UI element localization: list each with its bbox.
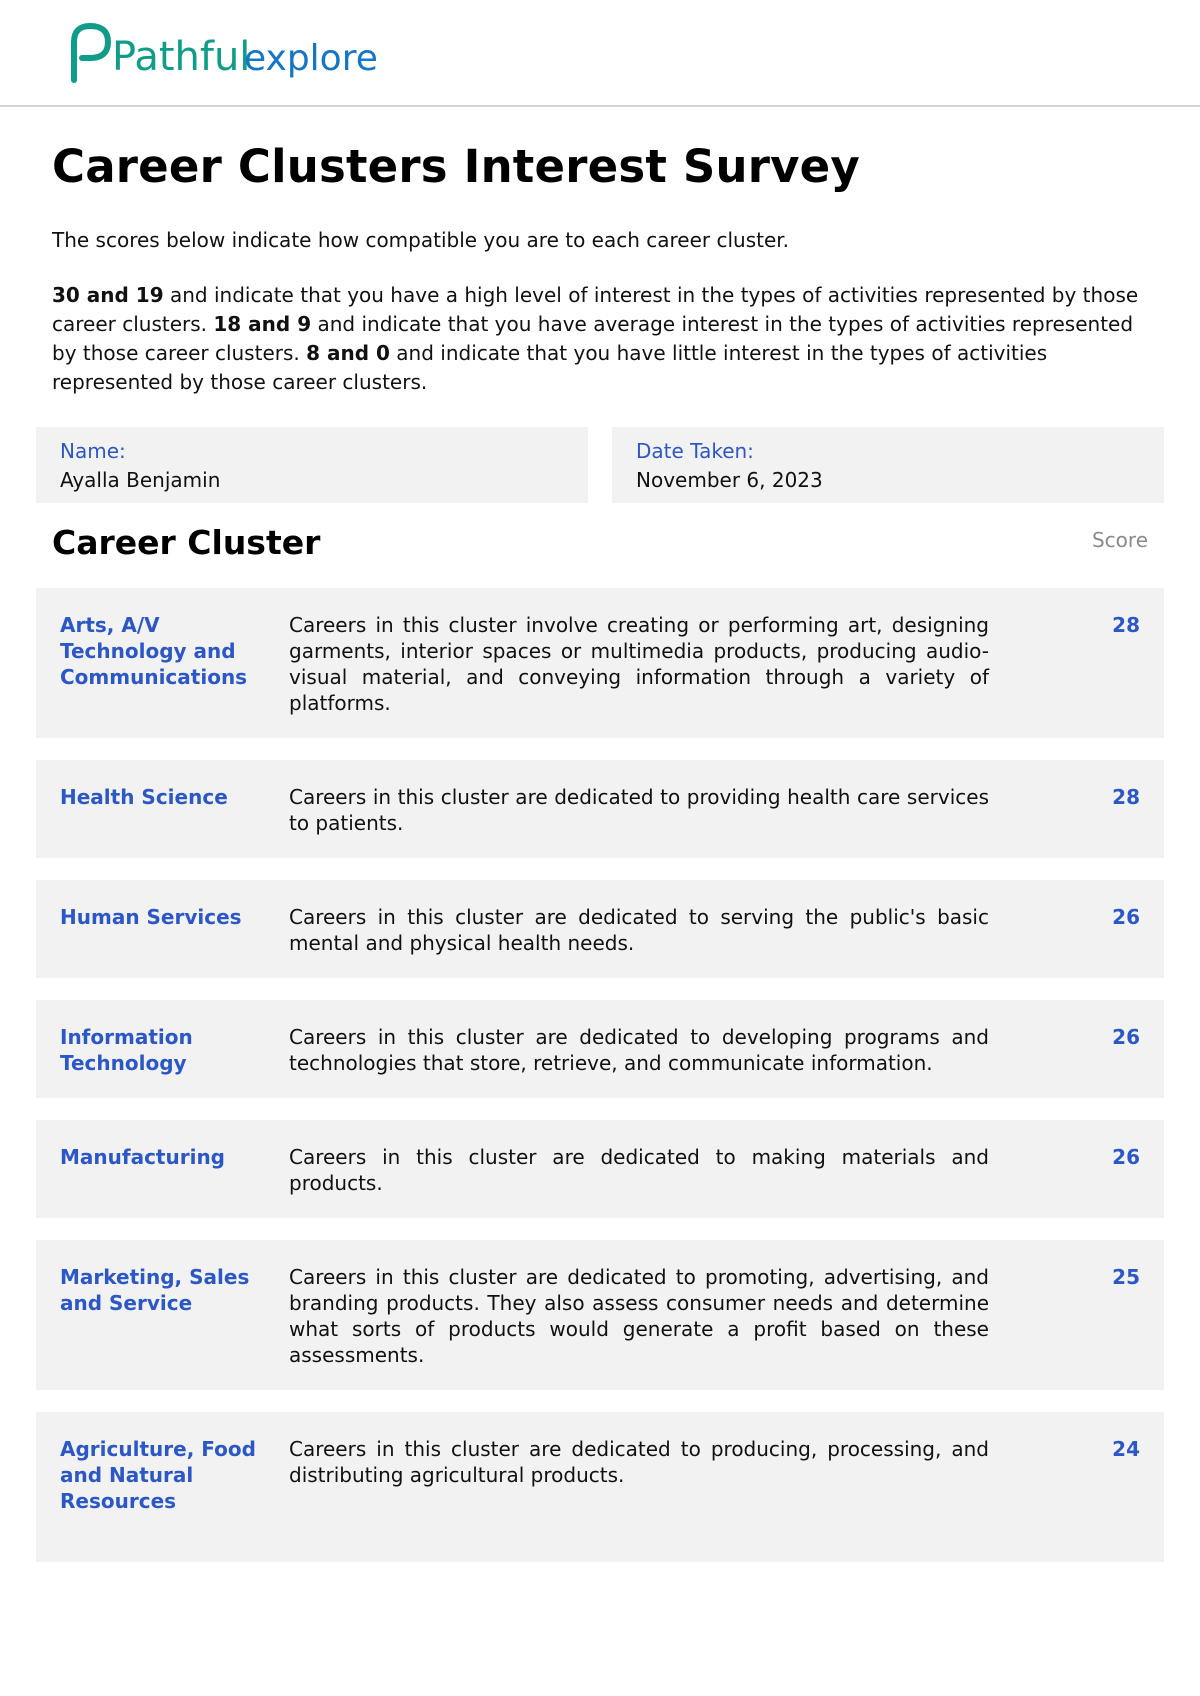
cluster-row bbox=[36, 880, 1164, 978]
cluster-description: Careers in this cluster are dedicated to serving the public's basic mental and physical health needs. bbox=[289, 905, 989, 955]
cluster-name: Marketing, Sales and Service bbox=[60, 1265, 250, 1315]
cluster-row bbox=[36, 1412, 1164, 1562]
cluster-score: 26 bbox=[1112, 1145, 1140, 1169]
cluster-description: Careers in this cluster are dedicated to promoting, advertising, and branding products. They also assess consumer needs and determine what sorts of products would generate a profit based on these assessments. bbox=[289, 1265, 989, 1367]
page-header bbox=[0, 0, 1200, 107]
cluster-description: Careers in this cluster are dedicated to providing health care services to patients. bbox=[289, 785, 989, 835]
legend-high-text: and indicate that you have a high level of interest in the types of activities represented by those career clusters. bbox=[52, 283, 1139, 336]
pathful-explore-logo bbox=[68, 14, 388, 94]
cluster-row bbox=[36, 760, 1164, 858]
logo-text-primary: Pathful bbox=[112, 34, 251, 80]
cluster-name: Arts, A/V Technology and Communications bbox=[60, 613, 248, 689]
date-box bbox=[612, 427, 1164, 503]
cluster-name: Health Science bbox=[60, 785, 228, 809]
name-label: Name: bbox=[60, 439, 126, 463]
name-box bbox=[36, 427, 588, 503]
legend-low-range: 8 and 0 bbox=[306, 341, 390, 365]
cluster-description: Careers in this cluster are dedicated to making materials and products. bbox=[289, 1145, 989, 1195]
cluster-name: Agriculture, Food and Natural Resources bbox=[60, 1437, 256, 1513]
cluster-name: Human Services bbox=[60, 905, 242, 929]
cluster-score: 26 bbox=[1112, 1025, 1140, 1049]
cluster-description: Careers in this cluster are dedicated to developing programs and technologies that store, retrieve, and communicate information. bbox=[289, 1025, 989, 1075]
score-legend bbox=[52, 281, 1152, 397]
pathful-logo-icon bbox=[68, 14, 388, 94]
cluster-row bbox=[36, 1000, 1164, 1098]
cluster-name: Manufacturing bbox=[60, 1145, 225, 1169]
legend-average-range: 18 and 9 bbox=[213, 312, 312, 336]
legend-low-text: and indicate that you have little interest in the types of activities represented by those career clusters. bbox=[52, 341, 1048, 394]
score-column-header: Score bbox=[1091, 528, 1148, 552]
cluster-row bbox=[36, 1120, 1164, 1218]
cluster-score: 26 bbox=[1112, 905, 1140, 929]
cluster-score: 25 bbox=[1112, 1265, 1140, 1289]
date-value: November 6, 2023 bbox=[636, 468, 823, 492]
cluster-name: Information Technology bbox=[60, 1025, 193, 1075]
cluster-row bbox=[36, 588, 1164, 738]
cluster-description: Careers in this cluster involve creating or performing art, designing garments, interior spaces or multimedia products, producing audio-visual material, and conveying information through a variety of platforms. bbox=[289, 613, 989, 715]
date-label: Date Taken: bbox=[636, 439, 754, 463]
intro-text: The scores below indicate how compatible you are to each career cluster. bbox=[52, 228, 790, 252]
cluster-score: 28 bbox=[1112, 613, 1140, 637]
cluster-score: 24 bbox=[1112, 1437, 1140, 1461]
cluster-row bbox=[36, 1240, 1164, 1390]
cluster-score: 28 bbox=[1112, 785, 1140, 809]
cluster-description: Careers in this cluster are dedicated to producing, processing, and distributing agricultural products. bbox=[289, 1437, 989, 1487]
name-value: Ayalla Benjamin bbox=[60, 468, 221, 492]
career-cluster-heading: Career Cluster bbox=[52, 523, 321, 562]
page-title: Career Clusters Interest Survey bbox=[52, 140, 860, 193]
logo-text-secondary: explore bbox=[244, 38, 378, 79]
legend-average-text: and indicate that you have average interest in the types of activities represented by those career clusters. bbox=[52, 312, 1134, 365]
legend-high-range: 30 and 19 bbox=[52, 283, 164, 307]
